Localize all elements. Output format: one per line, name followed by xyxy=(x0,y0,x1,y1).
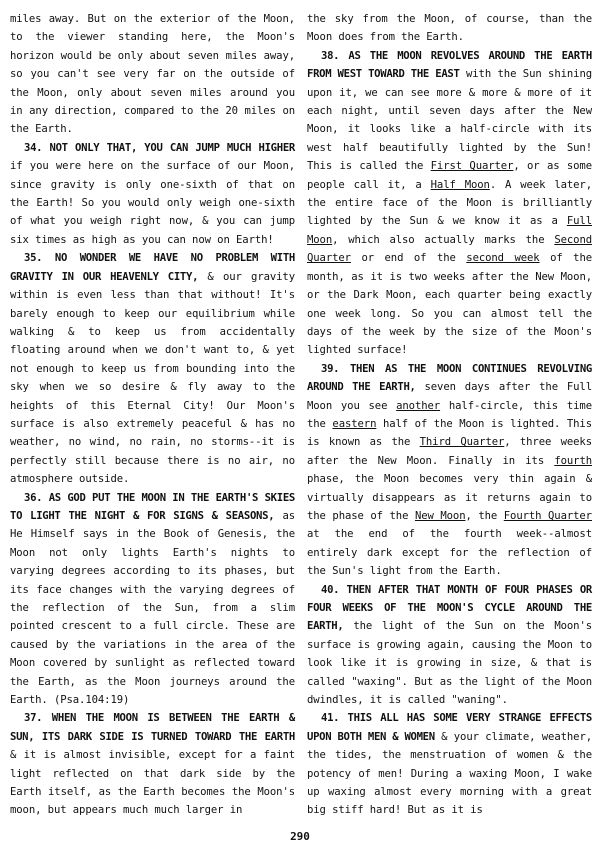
paragraph-heading: 38. AS THE MOON REVOLVES AROUND THE EARTH FROM WEST TOWARD THE EAST xyxy=(307,49,592,81)
underlined-term: second week xyxy=(466,252,540,265)
underlined-term: Full Moon xyxy=(307,215,592,246)
paragraph-heading: 36. AS GOD PUT THE MOON IN THE EARTH'S SKIES TO LIGHT THE NIGHT & FOR SIGNS & SEASONS, xyxy=(10,491,295,522)
paragraph-39: 39. THEN AS THE MOON CONTINUES REVOLVING AROUND THE EARTH, seven days after the Full Moon you see another half-circle, this time the eastern half of the Moon is lighted. This is known as the Third Quarter, three weeks after the New Moon. Finally in its fourth phase, the Moon becomes very thin again & virtually disappears as it returns again to the phase of the New Moon, the Fourth Quarter at the end of the fourth week--almost entirely dark except for the reflection of the Sun's light from the Earth. xyxy=(307,362,592,578)
underlined-term: Third Quarter xyxy=(419,436,505,449)
document-page xyxy=(10,10,592,822)
right-column xyxy=(307,10,592,822)
paragraph-heading: 34. NOT ONLY THAT, YOU CAN JUMP MUCH HIGHER xyxy=(24,141,295,154)
paragraph-heading: 35. NO WONDER WE HAVE NO PROBLEM WITH GRAVITY IN OUR HEAVENLY CITY, xyxy=(10,252,295,283)
underlined-term: another xyxy=(396,399,441,412)
paragraph-37: 37. WHEN THE MOON IS BETWEEN THE EARTH & SUN, ITS DARK SIDE IS TURNED TOWARD THE EARTH & it is almost invisible, except for a faint light reflected on that dark side by the Earth itself, as the Earth becomes the Moon's moon, but appears much much larger in xyxy=(10,712,295,817)
paragraph-36: 36. AS GOD PUT THE MOON IN THE EARTH'S SKIES TO LIGHT THE NIGHT & FOR SIGNS & SEASONS, as He Himself says in the Book of Genesis, the Moon not only lights Earth's nights to varying degrees according to its phases, but its face changes with the varying degrees of the reflection of the Sun, from a slim pointed crescent to a full circle. These are caused by the variations in the area of the Moon covered by sunlight as reflected toward the Earth, as the Moon journeys around the Earth. (Psa.104:19) xyxy=(10,491,295,707)
underlined-term: Half Moon xyxy=(430,178,490,191)
paragraph-41: 41. THIS ALL HAS SOME VERY STRANGE EFFECTS UPON BOTH MEN & WOMEN & your climate, weather, the tides, the menstruation of women & the potency of men! During a waxing Moon, I wake up waxing almost every morning with a great big stiff hard! But as it is xyxy=(307,712,592,817)
left-column xyxy=(10,10,295,822)
paragraph-34: 34. NOT ONLY THAT, YOU CAN JUMP MUCH HIGHER if you were here on the surface of our Moon, since gravity is only one-sixth of that on the Earth! So you would only weigh one-sixth of what you weigh right now, & you can jump six times as high as you can now on Earth! xyxy=(10,141,295,246)
paragraph-continued: the sky from the Moon, of course, than the Moon does from the Earth. xyxy=(307,13,592,44)
paragraph-heading: 40. THEN AFTER THAT MONTH OF FOUR PHASES OR FOUR WEEKS OF THE MOON'S CYCLE AROUND THE EARTH, xyxy=(307,583,592,633)
underlined-term: fourth xyxy=(554,454,592,467)
underlined-term: Second Quarter xyxy=(307,233,592,265)
underlined-term: New Moon xyxy=(414,509,466,522)
underlined-term: eastern xyxy=(332,417,377,430)
paragraph-heading: 39. THEN AS THE MOON CONTINUES REVOLVING AROUND THE EARTH, xyxy=(307,362,592,394)
paragraph-40: 40. THEN AFTER THAT MONTH OF FOUR PHASES OR FOUR WEEKS OF THE MOON'S CYCLE AROUND THE EARTH, the light of the Sun on the Moon's surface is growing again, causing the Moon to look like it is growing in size, & that is called "waxing". But as the light of the Moon dwindles, it is called "waning". xyxy=(307,583,592,707)
paragraph-38: 38. AS THE MOON REVOLVES AROUND THE EARTH FROM WEST TOWARD THE EAST with the Sun shining upon it, we can see more & more & more of it each night, until seven days after the New Moon, it looks like a half-circle with its west half beautifully lighted by the Sun! This is called the First Quarter, or as some people call it, a Half Moon. A week later, the entire face of the Moon is brilliantly lighted by the Sun & we know it as a Full Moon, which also actually marks the Second Quarter or end of the second week of the month, as it is two weeks after the New Moon, or the Dark Moon, each quarter being exactly one week long. So you can almost tell the days of the week by the size of the Moon's lighted surface! xyxy=(307,49,593,357)
underlined-term: Fourth Quarter xyxy=(503,509,592,522)
underlined-term: First Quarter xyxy=(430,160,514,173)
paragraph-heading: 37. WHEN THE MOON IS BETWEEN THE EARTH & SUN, ITS DARK SIDE IS TURNED TOWARD THE EARTH xyxy=(10,712,295,743)
paragraph-heading: 41. THIS ALL HAS SOME VERY STRANGE EFFECTS UPON BOTH MEN & WOMEN xyxy=(307,712,592,743)
paragraph-35: 35. NO WONDER WE HAVE NO PROBLEM WITH GRAVITY IN OUR HEAVENLY CITY, & our gravity within is even less than that without! It's barely enough to keep our equilibrium while walking & to keep us from accidentally floating around when we don't want to, & yet not enough to keep us from bounding into the sky when we so desire & fly away to the heights of this Eternal City! Our Moon's surface is also extremely peaceful & has no weather, no wind, no rain, no storms--it is perfectly still because there is no air, no atmosphere outside. xyxy=(10,252,295,486)
page-number: 290 xyxy=(290,830,310,843)
paragraph-continued: miles away. But on the exterior of the Moon, to the viewer standing here, the Moon's horizon would be only about seven miles away, so you can't see very far on the outside of the Moon, only about seven miles around you in any direction, compared to the 20 miles on the Earth. xyxy=(10,13,295,136)
